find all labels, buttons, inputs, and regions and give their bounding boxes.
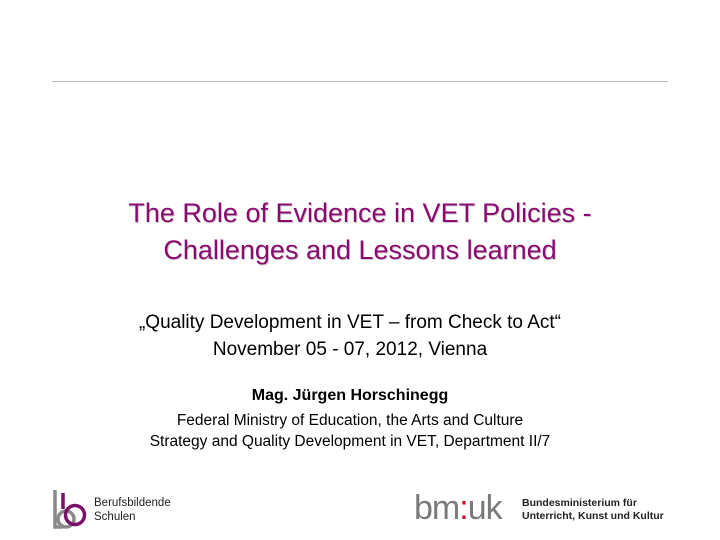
bmuk-logo-text — [522, 497, 664, 523]
bmuk-logo — [414, 490, 668, 530]
author-affiliation — [40, 410, 660, 452]
bbs-logo-line-1: Berufsbildende — [94, 497, 171, 509]
bbs-logo — [52, 489, 192, 531]
bbs-logo-icon — [52, 489, 88, 531]
event-date-location: November 05 - 07, 2012, Vienna — [212, 339, 488, 360]
bmuk-logo-line-2: Unterricht, Kunst und Kultur — [522, 510, 664, 522]
author-name: Mag. Jürgen Horschinegg — [251, 387, 449, 404]
bmuk-logo-mark: bm:uk — [414, 489, 502, 527]
bmuk-logo-line-1: Bundesministerium für — [522, 497, 637, 509]
top-divider — [52, 81, 668, 82]
bbs-logo-text — [94, 496, 171, 524]
title-line-1: The Role of Evidence in VET Policies - — [128, 198, 592, 228]
event-subtitle — [60, 309, 640, 363]
bbs-logo-line-2: Schulen — [94, 511, 136, 523]
affiliation-department: Strategy and Quality Development in VET, Department II/7 — [149, 433, 551, 450]
slide-title — [0, 195, 720, 269]
title-line-2: Challenges and Lessons learned — [163, 235, 557, 265]
event-name: „Quality Development in VET – from Check to Act“ — [138, 312, 562, 333]
affiliation-ministry: Federal Ministry of Education, the Arts and Culture — [176, 412, 524, 429]
